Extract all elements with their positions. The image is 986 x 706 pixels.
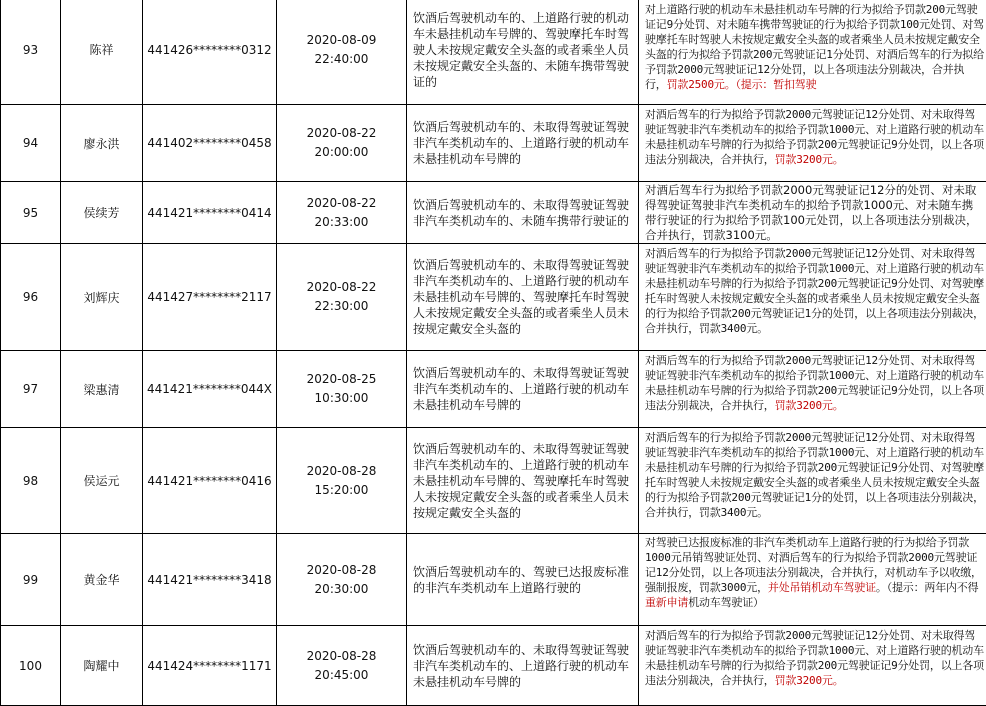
penalty-text: 对酒后驾车的行为拟给予罚款2000元驾驶证记12分处罚、对未取得驾驶证驾驶非汽车类机动车的拟给予罚款1000元、对上道路行驶的机动车未悬挂机动车号牌的行为拟给予罚款200元驾驶证记9分处罚，以上各项违法分别裁决，合并执行， xyxy=(645,108,984,166)
person-name: 侯运元 xyxy=(61,428,143,534)
table-row xyxy=(1,428,986,534)
penalty-decision xyxy=(639,534,986,626)
person-name: 陶耀中 xyxy=(61,626,143,706)
violation-description: 饮酒后驾驶机动车的、未取得驾驶证驾驶非汽车类机动车的、未随车携带行驶证的 xyxy=(407,182,639,244)
violation-time xyxy=(277,105,407,182)
violation-time xyxy=(277,428,407,534)
violation-description: 饮酒后驾驶机动车的、驾驶已达报废标准的非汽车类机动车上道路行驶的 xyxy=(407,534,639,626)
penalty-highlight-2: 重新申请 xyxy=(645,596,688,609)
violation-time xyxy=(277,182,407,244)
violation-time xyxy=(277,244,407,351)
table-row xyxy=(1,0,986,105)
penalty-highlight: 罚款3200元。 xyxy=(775,674,844,687)
violation-description: 饮酒后驾驶机动车的、上道路行驶的机动车未悬挂机动车号牌的、驾驶摩托车时驾驶人未按规定戴安全头盔的或者乘坐人员未按规定戴安全头盔的、未随车携带驾驶证的 xyxy=(407,0,639,105)
violation-clock: 22:30:00 xyxy=(315,299,369,313)
id-number: 441421********0416 xyxy=(143,428,277,534)
person-name: 侯续芳 xyxy=(61,182,143,244)
table-row xyxy=(1,626,986,706)
penalty-tail: 。（提示：两年内不得 xyxy=(876,581,979,594)
violation-clock: 20:33:00 xyxy=(315,215,369,229)
violation-date: 2020-08-22 xyxy=(307,280,377,294)
person-name: 梁惠清 xyxy=(61,351,143,428)
violation-clock: 20:00:00 xyxy=(315,145,369,159)
violation-description: 饮酒后驾驶机动车的、未取得驾驶证驾驶非汽车类机动车的、上道路行驶的机动车未悬挂机动车号牌的 xyxy=(407,351,639,428)
violation-time xyxy=(277,0,407,105)
violation-date: 2020-08-28 xyxy=(307,464,377,478)
violation-date: 2020-08-09 xyxy=(307,33,377,47)
penalty-text: 对酒后驾车的行为拟给予罚款2000元驾驶证记12分处罚、对未取得驾驶证驾驶非汽车类机动车的拟给予罚款1000元、对上道路行驶的机动车未悬挂机动车号牌的行为拟给予罚款200元驾驶证记9分处罚，以上各项违法分别裁决，合并执行， xyxy=(645,354,984,412)
row-number: 99 xyxy=(1,534,61,626)
penalty-decision xyxy=(639,244,986,351)
person-name: 刘辉庆 xyxy=(61,244,143,351)
violation-time xyxy=(277,351,407,428)
penalty-decision xyxy=(639,0,986,105)
violation-date: 2020-08-28 xyxy=(307,563,377,577)
penalty-text: 对酒后驾车的行为拟给予罚款2000元驾驶证记12分处罚、对未取得驾驶证驾驶非汽车类机动车的拟给予罚款1000元、对上道路行驶的机动车未悬挂机动车号牌的行为拟给予罚款200元驾驶证记9分处罚、对驾驶摩托车时驾驶人未按规定戴安全头盔的或者乘坐人员未按规定戴安全头盔的行为拟给予罚款200元驾驶证记1分的处罚，以上各项违法分别裁决，合并执行，罚款3400元。 xyxy=(645,431,984,519)
penalty-decision xyxy=(639,105,986,182)
violation-clock: 20:45:00 xyxy=(315,668,369,682)
violation-description: 饮酒后驾驶机动车的、未取得驾驶证驾驶非汽车类机动车的、上道路行驶的机动车未悬挂机动车号牌的、驾驶摩托车时驾驶人未按规定戴安全头盔的或者乘坐人员未按规定戴安全头盔的 xyxy=(407,244,639,351)
penalty-text: 对上道路行驶的机动车未悬挂机动车号牌的行为拟给予罚款200元驾驶证记9分处罚、对未随车携带驾驶证的行为拟给予罚款100元处罚、对驾驶摩托车时驾驶人未按规定戴安全头盔的或者乘坐人员未按规定戴安全头盔的行为拟给予罚款200元驾驶证记1分处罚、对酒后驾车的行为拟给予罚款2000元驾驶证记12分处罚，以上各项违法分别裁决，合并执行， xyxy=(645,3,984,91)
table-row xyxy=(1,105,986,182)
row-number: 93 xyxy=(1,0,61,105)
person-name: 廖永洪 xyxy=(61,105,143,182)
table-row xyxy=(1,351,986,428)
row-number: 94 xyxy=(1,105,61,182)
violation-time xyxy=(277,626,407,706)
penalty-text: 对酒后驾车的行为拟给予罚款2000元驾驶证记12分处罚、对未取得驾驶证驾驶非汽车类机动车的拟给予罚款1000元、对上道路行驶的机动车未悬挂机动车号牌的行为拟给予罚款200元驾驶证记9分处罚，以上各项违法分别裁决，合并执行， xyxy=(645,629,984,687)
row-number: 96 xyxy=(1,244,61,351)
id-number: 441426********0312 xyxy=(143,0,277,105)
violation-clock: 15:20:00 xyxy=(315,483,369,497)
penalty-highlight: 罚款2500元。（提示：暂扣驾驶 xyxy=(667,78,817,91)
penalty-decision xyxy=(639,428,986,534)
table-row xyxy=(1,534,986,626)
violation-date: 2020-08-25 xyxy=(307,372,377,386)
id-number: 441421********044X xyxy=(143,351,277,428)
person-name: 陈祥 xyxy=(61,0,143,105)
table-row xyxy=(1,244,986,351)
violation-date: 2020-08-28 xyxy=(307,649,377,663)
violation-description: 饮酒后驾驶机动车的、未取得驾驶证驾驶非汽车类机动车的、上道路行驶的机动车未悬挂机动车号牌的 xyxy=(407,105,639,182)
penalty-text: 对酒后驾车行为拟给予罚款2000元驾驶证记12分的处罚、对未取得驾驶证驾驶非汽车类机动车的拟给予罚款1000元、对未随车携带行驶证的行为拟给予罚款100元处罚，以上各项违法分别裁决，合并执行，罚款3100元。 xyxy=(645,183,977,242)
penalty-tail-2: 机动车驾驶证） xyxy=(688,596,764,609)
id-number: 441421********0414 xyxy=(143,182,277,244)
violation-clock: 10:30:00 xyxy=(315,391,369,405)
penalty-highlight: 并处吊销机动车驾驶证 xyxy=(768,581,876,594)
penalty-highlight: 罚款3200元。 xyxy=(775,399,844,412)
row-number: 100 xyxy=(1,626,61,706)
person-name: 黄金华 xyxy=(61,534,143,626)
table-row xyxy=(1,182,986,244)
violation-clock: 22:40:00 xyxy=(315,52,369,66)
violation-time xyxy=(277,534,407,626)
violation-description: 饮酒后驾驶机动车的、未取得驾驶证驾驶非汽车类机动车的、上道路行驶的机动车未悬挂机动车号牌的、驾驶摩托车时驾驶人未按规定戴安全头盔的或者乘坐人员未按规定戴安全头盔的 xyxy=(407,428,639,534)
row-number: 95 xyxy=(1,182,61,244)
penalty-text: 对酒后驾车的行为拟给予罚款2000元驾驶证记12分处罚、对未取得驾驶证驾驶非汽车类机动车的拟给予罚款1000元、对上道路行驶的机动车未悬挂机动车号牌的行为拟给予罚款200元驾驶证记9分处罚、对驾驶摩托车时驾驶人未按规定戴安全头盔的或者乘坐人员未按规定戴安全头盔的行为拟给予罚款200元驾驶证记1分的处罚，以上各项违法分别裁决，合并执行，罚款3400元。 xyxy=(645,247,984,335)
penalty-highlight: 罚款3200元。 xyxy=(775,153,844,166)
row-number: 98 xyxy=(1,428,61,534)
id-number: 441427********2117 xyxy=(143,244,277,351)
violation-date: 2020-08-22 xyxy=(307,126,377,140)
id-number: 441402********0458 xyxy=(143,105,277,182)
penalty-decision xyxy=(639,182,986,244)
id-number: 441421********3418 xyxy=(143,534,277,626)
violation-clock: 20:30:00 xyxy=(315,582,369,596)
row-number: 97 xyxy=(1,351,61,428)
penalty-text: 对驾驶已达报废标准的非汽车类机动车上道路行驶的行为拟给予罚款1000元吊销驾驶证处罚、对酒后驾车的行为拟给予罚款2000元驾驶证记12分处罚，以上各项违法分别裁决，合并执行，对机动车予以收缴，强制报废，罚款3000元， xyxy=(645,536,982,594)
violation-description: 饮酒后驾驶机动车的、未取得驾驶证驾驶非汽车类机动车的、上道路行驶的机动车未悬挂机动车号牌的 xyxy=(407,626,639,706)
violation-date: 2020-08-22 xyxy=(307,196,377,210)
penalty-decision xyxy=(639,351,986,428)
id-number: 441424********1171 xyxy=(143,626,277,706)
penalty-decision xyxy=(639,626,986,706)
